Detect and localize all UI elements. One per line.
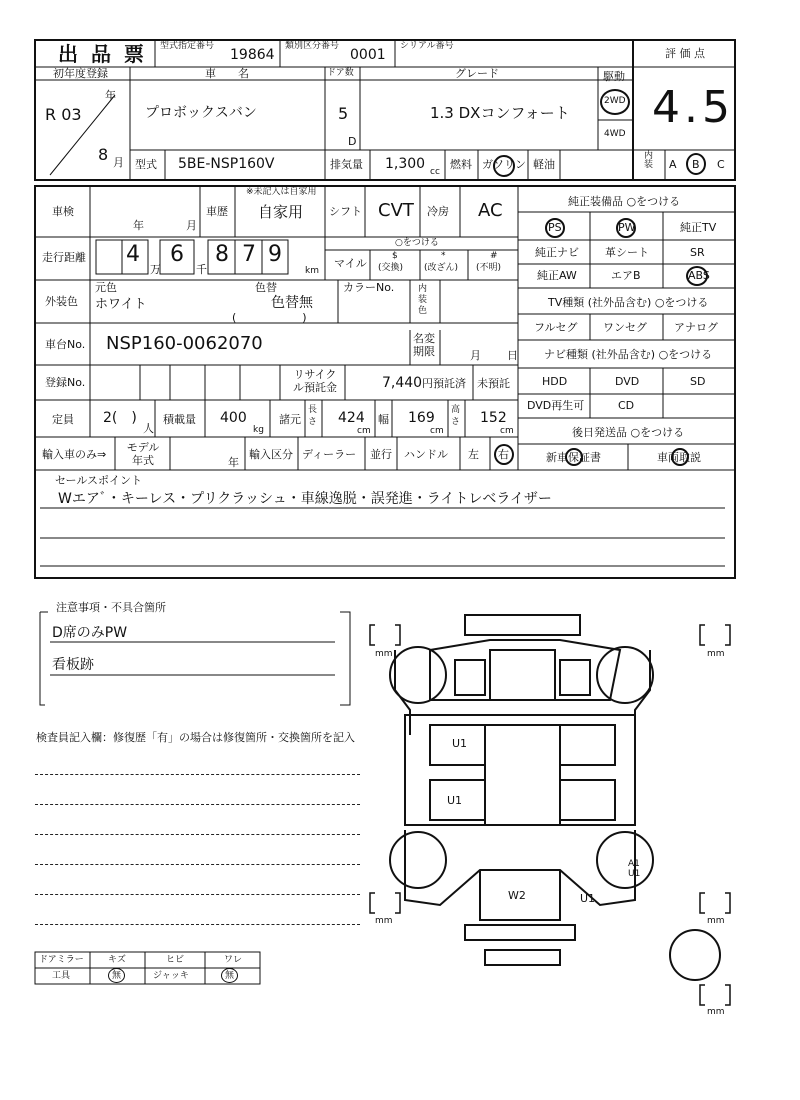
interior-color-label: 内装色 [418,284,428,316]
sales-point-text[interactable]: Wエアﾞ・キーレス・プリクラッシュ・車線逸脱・誤発進・ライトレベライザー [58,491,552,507]
serial-label: シリアル番号 [400,41,454,51]
color-no-label: カラーNo. [343,281,395,294]
damage-mark: U1 [580,892,596,905]
height-value[interactable]: 152 [480,410,507,426]
repaint-label: 色替 [255,281,277,294]
damage-mark: U1 [447,794,463,807]
width-value[interactable]: 169 [408,410,435,426]
equip-ps-circle [545,218,565,238]
recycle-paid[interactable]: 円預託済 [422,377,466,390]
sen-unit: 千 [196,263,207,276]
length-label: 長さ [308,405,318,427]
kg-unit: kg [253,425,264,435]
tire-mm-label: mm [707,649,725,659]
capacity-label: 定員 [52,413,74,426]
acc-scratch: キズ [108,955,126,965]
reg-no-label: 登録No. [45,376,86,389]
acc-crack: ヒビ [166,955,185,965]
title-change-day: 日 [507,349,518,362]
recycle-value[interactable]: 7,440 [382,375,423,391]
person-unit: 人 [143,422,154,435]
notes-line-1[interactable]: D席のみPW [52,625,128,641]
equip-leather[interactable]: 革シート [605,246,649,259]
inspector-line-4[interactable] [35,864,360,865]
drive-4wd[interactable]: 4WD [604,129,626,139]
damage-mark: U1 [628,869,641,879]
inspector-label: 検査員記入欄：修復歴「有」の場合は修復箇所・交換箇所を記入 [36,731,355,744]
unknown-option[interactable]: (不明) [476,263,502,273]
ac-value[interactable]: AC [478,200,503,221]
man-unit: 万 [150,263,161,276]
acc-mirror: ドアミラー [39,955,84,965]
notes-label: 注意事項・不具合箇所 [56,601,166,614]
width-label: 幅 [378,413,389,426]
shift-label: シフト [329,205,362,218]
equip-navi[interactable]: 純正ナビ [535,246,579,259]
interior-label: 内装 [644,151,654,170]
exchange-option[interactable]: (交換) [378,263,404,273]
load-label: 積載量 [163,413,196,426]
damage-mark: W2 [508,889,526,902]
drive-2wd[interactable]: 2WD [604,96,626,106]
orig-color-value[interactable]: ホワイト [95,297,147,312]
delivery-title: 後日発送品 ○をつける [572,426,685,439]
tv-oneseg[interactable]: ワンセグ [603,321,647,334]
handle-label: ハンドル [404,448,448,461]
title-change-label: 名変期限 [413,332,435,358]
equip-abs-circle [686,266,708,286]
sales-point-label: セールスポイント [55,474,143,487]
equip-ps[interactable]: PS [548,221,562,234]
delivery-warranty-circle [565,448,583,466]
acc-jack-circle [221,968,238,983]
acc-tools: 工具 [52,971,71,981]
nav-hdd[interactable]: HDD [542,375,568,388]
dealer-option[interactable]: ディーラー [302,448,357,461]
equip-pw-circle [616,218,636,238]
import-type-label: 輸入区分 [249,448,293,461]
equip-sr[interactable]: SR [690,246,705,259]
equip-abs[interactable]: ABS [688,269,710,282]
acc-jack-value[interactable]: 無 [225,971,235,981]
mileage-check-note: ○をつける [395,238,439,248]
height-label: 高さ [451,405,461,427]
model-year-label: モデル年式 [126,441,160,467]
mileage-digit-4[interactable]: 7 [242,242,256,267]
first-reg-month[interactable]: 8 [98,145,109,164]
shift-value[interactable]: CVT [378,200,414,221]
tire-mm-label: mm [707,916,725,926]
model-year-suffix: 年 [228,456,239,469]
model-label: 型式 [135,158,157,171]
width-cm: cm [430,426,444,436]
load-value[interactable]: 400 [220,410,247,426]
inspector-line-3[interactable] [35,834,360,835]
exchange-sym: $ [392,251,398,261]
car-name-value[interactable]: プロボックスバン [145,105,257,121]
tire-mm-label: mm [375,916,393,926]
tire-mm-label: mm [707,1007,725,1017]
inspector-line-1[interactable] [35,774,360,775]
score-label: 評 価 点 [665,47,705,60]
class-no-label: 類別区分番号 [285,41,340,51]
ac-label: 冷房 [427,205,449,218]
acc-break: ワレ [224,955,243,965]
month-unit: 月 [113,156,124,169]
inspector-line-5[interactable] [35,894,360,895]
year-unit: 年 [105,89,116,102]
inspector-line-6[interactable] [35,924,360,925]
grade-value[interactable]: 1.3 DXコンフォート [430,104,570,122]
dims-label: 諸元 [279,413,301,426]
history-value[interactable]: 自家用 [258,203,304,221]
handle-right-circle [494,444,514,465]
car-diagram [390,615,720,980]
nav-title: ナビ種類 (社外品含む) ○をつける [544,348,713,361]
mileage-digit-1[interactable]: 4 [126,242,140,267]
color-label: 外装色 [45,295,78,308]
interior-c[interactable]: C [717,158,725,171]
first-reg-label: 初年度登録 [53,67,108,80]
interior-b-circle [686,153,706,175]
tv-analog[interactable]: アナログ [674,321,718,334]
shaken-month[interactable]: 月 [186,219,197,232]
length-cm: cm [357,426,371,436]
acc-tools-circle [108,968,125,983]
repaint-value[interactable]: 色替無 [271,295,313,311]
acc-tools-value[interactable]: 無 [112,971,122,981]
equip-aw[interactable]: 純正AW [537,269,577,282]
interior-a[interactable]: A [669,158,677,171]
history-label: 車歴 [206,205,228,218]
type-no-label: 型式指定番号 [160,41,215,51]
mile-option[interactable]: マイル [334,257,367,270]
fuel-label: 燃料 [450,158,472,171]
tamper-option[interactable]: (改ざん) [424,263,459,273]
form-title: 出 品 票 [58,42,147,66]
import-label: 輸入車のみ⇒ [42,448,107,461]
nav-cd[interactable]: CD [618,399,635,412]
recycle-label: リサイクル預託金 [293,368,337,394]
class-no-value[interactable]: 0001 [350,47,386,63]
parallel-option[interactable]: 並行 [370,448,392,461]
title-change-month: 月 [470,349,481,362]
grade-label: グレード [455,67,499,80]
shaken-label: 車検 [52,205,74,218]
type-no-value[interactable]: 19864 [230,47,275,63]
car-name-label: 車 名 [205,67,249,80]
fuel-diesel[interactable]: 軽油 [533,158,555,171]
nav-dvd[interactable]: DVD [615,375,640,388]
tamper-sym: * [441,251,446,261]
handle-left[interactable]: 左 [468,448,479,461]
drive-label: 駆動 [603,70,625,83]
mileage-digit-2[interactable]: 6 [170,242,184,267]
km-unit: km [305,266,319,276]
drive-2wd-circle [600,89,630,115]
equip-airbag[interactable]: エアB [611,269,641,282]
tv-fullseg[interactable]: フルセグ [534,321,578,334]
tire-mm-label: mm [375,649,393,659]
orig-color-label: 元色 [95,281,117,294]
doors-suffix: D [348,135,357,148]
repaint-paren: ( ) [232,311,307,324]
equip-tv[interactable]: 純正TV [680,221,717,234]
length-value[interactable]: 424 [338,410,365,426]
unknown-sym: # [490,251,498,261]
shaken-year[interactable]: 年 [133,219,144,232]
mileage-digit-3[interactable]: 8 [215,242,229,267]
equip-pw[interactable]: PW [618,221,636,234]
equipment-title: 純正装備品 ○をつける [568,195,681,208]
cc-unit: cc [430,167,440,177]
delivery-manual-circle [671,448,689,466]
recycle-unpaid[interactable]: 未預託 [477,377,510,390]
mileage-label: 走行距離 [42,251,86,264]
model-value[interactable]: 5BE-NSP160V [178,156,275,172]
nav-sd[interactable]: SD [690,375,706,388]
tv-title: TV種類 (社外品含む) ○をつける [548,296,709,309]
chassis-label: 車台No. [45,338,86,351]
first-reg-year[interactable]: R 03 [45,105,82,124]
displacement-value[interactable]: 1,300 [385,156,426,172]
handle-right[interactable]: 右 [498,448,509,461]
nav-dvd-play[interactable]: DVD再生可 [527,399,585,412]
interior-b[interactable]: B [692,158,700,171]
fuel-gas[interactable]: ガソリン [482,158,526,171]
score-value[interactable]: 4.5 [652,82,734,133]
mileage-digit-5[interactable]: 9 [268,242,282,267]
notes-line-2[interactable]: 看板跡 [52,657,94,673]
doors-label: ドア数 [327,68,354,78]
displacement-label: 排気量 [330,158,363,171]
damage-mark: A1 [628,859,640,869]
history-note: ※未記入は自家用 [246,187,317,197]
height-cm: cm [500,426,514,436]
acc-jack: ジャッキ [153,971,189,981]
inspector-line-2[interactable] [35,804,360,805]
delivery-warranty[interactable]: 新車保証書 [546,451,601,464]
capacity-value[interactable]: 2( ) [103,410,137,426]
chassis-value[interactable]: NSP160-0062070 [106,333,263,354]
delivery-manual[interactable]: 車両取説 [657,451,701,464]
doors-value[interactable]: 5 [338,104,349,123]
damage-mark: U1 [452,737,468,750]
fuel-gas-circle [493,155,515,177]
